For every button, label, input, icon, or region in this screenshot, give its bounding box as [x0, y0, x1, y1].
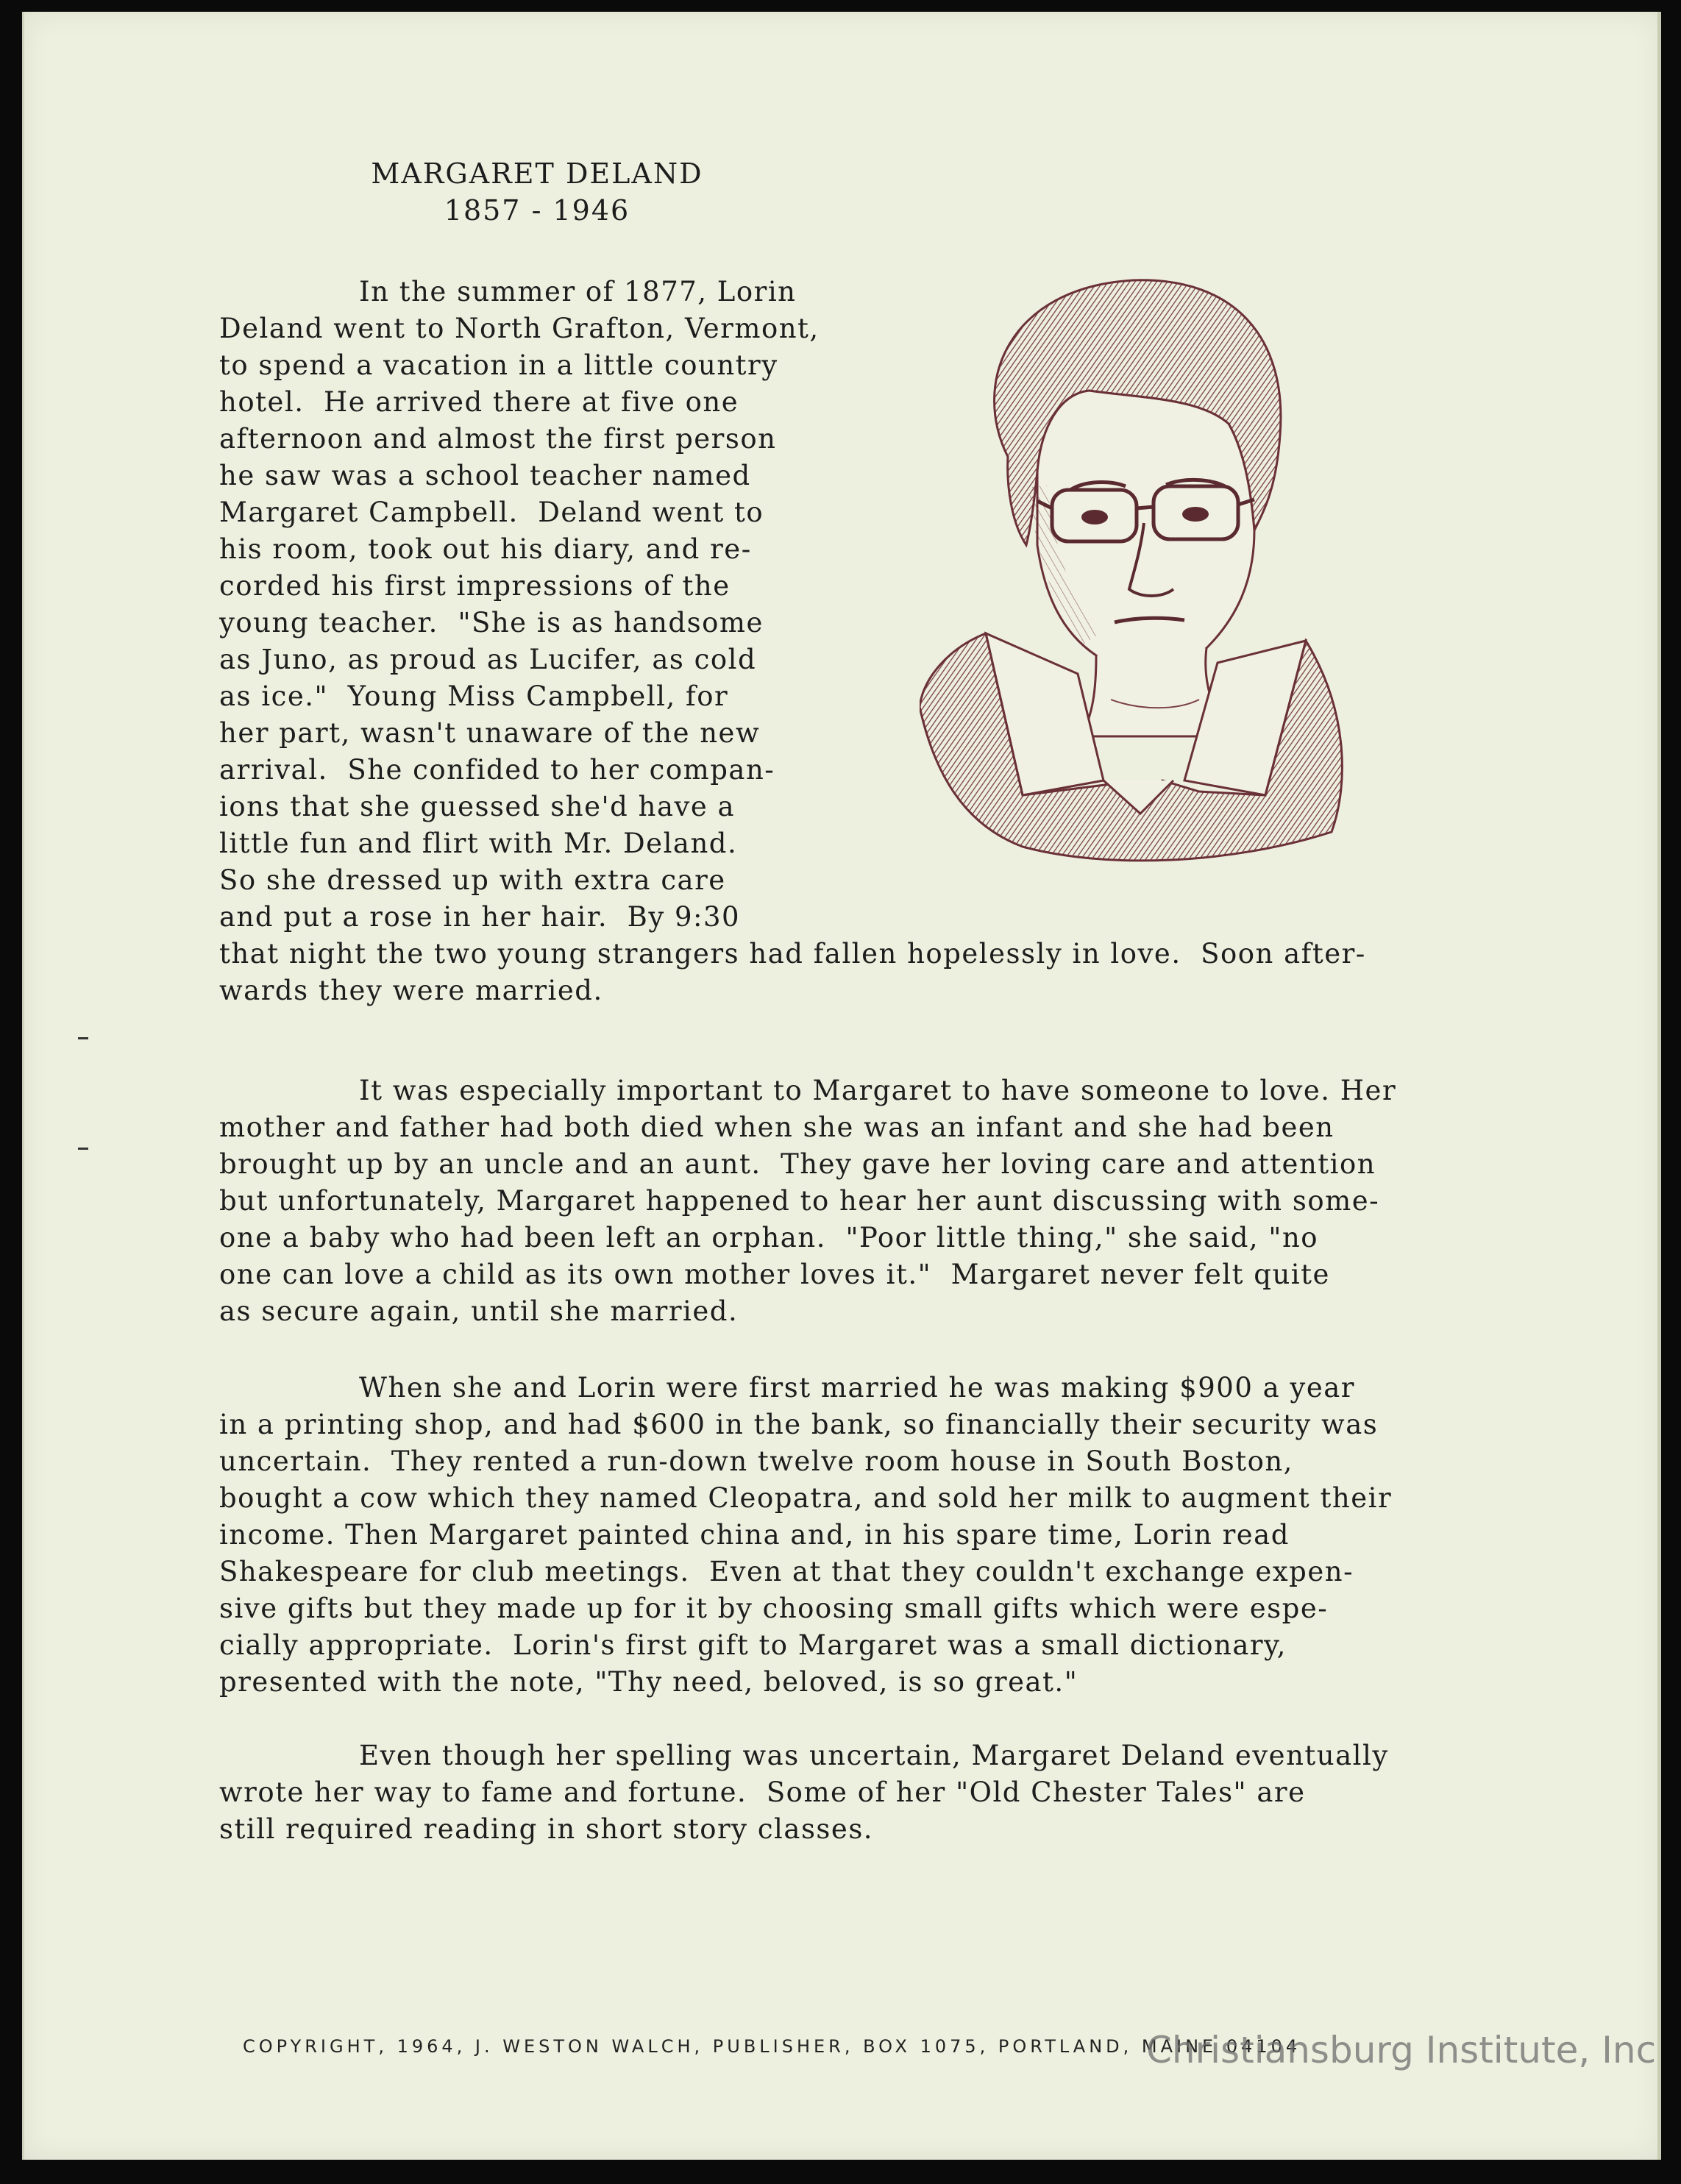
text-line: arrival. She confided to her compan- — [219, 754, 775, 786]
document-dates: 1857 - 1946 — [444, 194, 630, 227]
document-title: MARGARET DELAND — [371, 157, 703, 190]
text-line: brought up by an uncle and an aunt. They gave her loving care and attention — [219, 1148, 1376, 1180]
text-line: wrote her way to fame and fortune. Some of her "Old Chester Tales" are — [219, 1776, 1306, 1808]
text-line: Even though her spelling was uncertain, Margaret Deland eventually — [359, 1740, 1389, 1771]
text-line: Shakespeare for club meetings. Even at that they couldn't exchange expen- — [219, 1556, 1354, 1587]
text-line: corded his first impressions of the — [219, 570, 731, 602]
text-line: little fun and flirt with Mr. Deland. — [219, 828, 738, 859]
text-line: and put a rose in her hair. By 9:30 — [219, 901, 741, 933]
document-page — [22, 12, 1661, 2160]
text-line: as ice." Young Miss Campbell, for — [219, 680, 729, 712]
text-line: cially appropriate. Lorin's first gift to Margaret was a small dictionary, — [219, 1629, 1287, 1661]
text-line: mother and father had both died when she was an infant and she had been — [219, 1111, 1335, 1143]
text-line: as Juno, as proud as Lucifer, as cold — [219, 644, 757, 675]
text-line: still required reading in short story classes. — [219, 1813, 874, 1845]
margin-mark — [78, 1148, 88, 1150]
text-line: Deland went to North Grafton, Vermont, — [219, 313, 820, 344]
text-line: When she and Lorin were first married he was making $900 a year — [359, 1372, 1355, 1404]
text-line: her part, wasn't unaware of the new — [219, 717, 761, 749]
text-line: income. Then Margaret painted china and, in his spare time, Lorin read — [219, 1519, 1290, 1551]
text-line: that night the two young strangers had fallen hopelessly in love. Soon after- — [219, 938, 1366, 970]
margin-mark — [78, 1037, 88, 1039]
text-line: Margaret Campbell. Deland went to — [219, 497, 764, 528]
watermark-text: Christiansburg Institute, Inc — [1146, 2029, 1657, 2071]
text-line: one a baby who had been left an orphan. "Poor little thing," she said, "no — [219, 1222, 1319, 1253]
portrait-illustration-icon — [920, 266, 1354, 869]
text-line: as secure again, until she married. — [219, 1295, 739, 1327]
text-line: young teacher. "She is as handsome — [219, 607, 764, 639]
text-line: to spend a vacation in a little country — [219, 349, 778, 381]
text-line: hotel. He arrived there at five one — [219, 386, 739, 418]
text-line: ions that she guessed she'd have a — [219, 791, 736, 822]
text-line: In the summer of 1877, Lorin — [359, 276, 797, 307]
text-line: So she dressed up with extra care — [219, 864, 726, 896]
text-line: in a printing shop, and had $600 in the bank, so financially their security was — [219, 1409, 1379, 1440]
text-line: afternoon and almost the first person — [219, 423, 777, 455]
document-heading — [338, 155, 736, 229]
text-line: he saw was a school teacher named — [219, 460, 751, 491]
text-line: bought a cow which they named Cleopatra, and sold her milk to augment their — [219, 1482, 1393, 1514]
text-line: wards they were married. — [219, 975, 603, 1006]
text-line: sive gifts but they made up for it by choosing small gifts which were espe- — [219, 1593, 1329, 1624]
text-line: his room, took out his diary, and re- — [219, 533, 752, 565]
text-line: but unfortunately, Margaret happened to hear her aunt discussing with some- — [219, 1185, 1380, 1217]
text-line: presented with the note, "Thy need, beloved, is so great." — [219, 1666, 1078, 1698]
text-line: one can love a child as its own mother loves it." Margaret never felt quite — [219, 1259, 1330, 1290]
text-line: uncertain. They rented a run-down twelve room house in South Boston, — [219, 1445, 1293, 1477]
text-line: It was especially important to Margaret to have someone to love. Her — [359, 1075, 1397, 1106]
copyright-notice: COPYRIGHT, 1964, J. WESTON WALCH, PUBLISHER, BOX 1075, PORTLAND, MAINE 04104 — [243, 2036, 1301, 2057]
